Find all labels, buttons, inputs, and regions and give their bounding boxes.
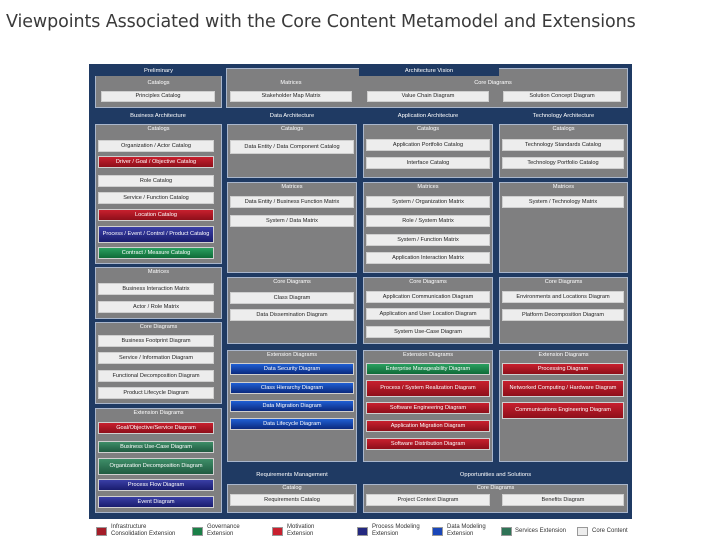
business-catalogs-label: Catalogs bbox=[147, 126, 170, 132]
data-migration-diagram[interactable]: Data Migration Diagram bbox=[230, 400, 354, 412]
business-matrices-label: Matrices bbox=[147, 269, 170, 275]
preliminary-header: Preliminary bbox=[95, 67, 222, 76]
application-interaction-matrix[interactable]: Application Interaction Matrix bbox=[366, 252, 490, 264]
technology-portfolio-catalog[interactable]: Technology Portfolio Catalog bbox=[502, 157, 624, 169]
networked-computing-hardware-diagram[interactable]: Networked Computing / Hardware Diagram bbox=[502, 380, 624, 397]
page-title: Viewpoints Associated with the Core Content Metamodel and Extensions bbox=[6, 12, 636, 32]
software-distribution-diagram[interactable]: Software Distribution Diagram bbox=[366, 438, 490, 450]
data-entity-data-component-catalog[interactable]: Data Entity / Data Component Catalog bbox=[230, 140, 354, 154]
legend-swatch-data-modeling bbox=[432, 527, 443, 536]
application-extension-diagrams-label: Extension Diagrams bbox=[402, 352, 454, 358]
process-event-control-catalog[interactable]: Process / Event / Control / Product Catalog bbox=[98, 226, 214, 243]
data-entity-business-function-matrix[interactable]: Data Entity / Business Function Matrix bbox=[230, 196, 354, 208]
platform-decomposition-diagram[interactable]: Platform Decomposition Diagram bbox=[502, 309, 624, 321]
legend-label-governance: Governance Extension bbox=[207, 524, 240, 537]
application-architecture-header: Application Architecture bbox=[361, 112, 495, 121]
system-data-matrix[interactable]: System / Data Matrix bbox=[230, 215, 354, 227]
role-system-matrix[interactable]: Role / System Matrix bbox=[366, 215, 490, 227]
technology-architecture-header: Technology Architecture bbox=[497, 112, 630, 121]
opportunities-core-diagrams-label: Core Diagrams bbox=[476, 485, 515, 491]
application-catalogs-label: Catalogs bbox=[416, 126, 440, 132]
enterprise-manageability-diagram[interactable]: Enterprise Manageability Diagram bbox=[366, 363, 490, 375]
business-architecture-header: Business Architecture bbox=[93, 112, 223, 121]
organization-actor-catalog[interactable]: Organization / Actor Catalog bbox=[98, 140, 214, 152]
legend-swatch-core bbox=[577, 527, 588, 536]
business-footprint-diagram[interactable]: Business Footprint Diagram bbox=[98, 335, 214, 347]
legend-label-process-modeling: Process Modeling Extension bbox=[372, 524, 420, 537]
application-communication-diagram[interactable]: Application Communication Diagram bbox=[366, 291, 490, 303]
data-dissemination-diagram[interactable]: Data Dissemination Diagram bbox=[230, 309, 354, 321]
technology-catalogs-label: Catalogs bbox=[552, 126, 575, 132]
legend-swatch-infrastructure bbox=[96, 527, 107, 536]
benefits-diagram[interactable]: Benefits Diagram bbox=[502, 494, 624, 506]
service-function-catalog[interactable]: Service / Function Catalog bbox=[98, 192, 214, 204]
process-flow-diagram[interactable]: Process Flow Diagram bbox=[98, 479, 214, 491]
technology-catalogs-panel bbox=[499, 124, 628, 178]
business-extension-diagrams-label: Extension Diagrams bbox=[133, 410, 184, 416]
service-information-diagram[interactable]: Service / Information Diagram bbox=[98, 352, 214, 364]
technology-matrices-label: Matrices bbox=[552, 184, 575, 190]
technology-extension-diagrams-label: Extension Diagrams bbox=[538, 352, 589, 358]
business-core-diagrams-label: Core Diagrams bbox=[139, 324, 178, 330]
organization-decomposition-diagram[interactable]: Organization Decomposition Diagram bbox=[98, 458, 214, 475]
requirements-catalog-label: Catalog bbox=[282, 485, 302, 491]
application-user-location-diagram[interactable]: Application and User Location Diagram bbox=[366, 308, 490, 320]
solution-concept-diagram[interactable]: Solution Concept Diagram bbox=[503, 91, 621, 102]
requirements-catalog[interactable]: Requirements Catalog bbox=[230, 494, 354, 506]
processing-diagram[interactable]: Processing Diagram bbox=[502, 363, 624, 375]
value-chain-diagram[interactable]: Value Chain Diagram bbox=[367, 91, 489, 102]
event-diagram[interactable]: Event Diagram bbox=[98, 496, 214, 508]
functional-decomposition-diagram[interactable]: Functional Decomposition Diagram bbox=[98, 370, 214, 382]
goal-objective-service-diagram[interactable]: Goal/Objective/Service Diagram bbox=[98, 422, 214, 434]
location-catalog[interactable]: Location Catalog bbox=[98, 209, 214, 221]
product-lifecycle-diagram[interactable]: Product Lifecycle Diagram bbox=[98, 387, 214, 399]
application-migration-diagram[interactable]: Application Migration Diagram bbox=[366, 420, 490, 432]
software-engineering-diagram[interactable]: Software Engineering Diagram bbox=[366, 402, 490, 414]
process-system-realization-diagram[interactable]: Process / System Realization Diagram bbox=[366, 380, 490, 397]
system-use-case-diagram[interactable]: System Use-Case Diagram bbox=[366, 326, 490, 338]
role-catalog[interactable]: Role Catalog bbox=[98, 175, 214, 187]
legend-swatch-governance bbox=[192, 527, 203, 536]
class-hierarchy-diagram[interactable]: Class Hierarchy Diagram bbox=[230, 382, 354, 394]
data-extension-diagrams-label: Extension Diagrams bbox=[266, 352, 318, 358]
legend-label-motivation: Motivation Extension bbox=[287, 524, 315, 537]
legend-label-core: Core Content bbox=[592, 528, 628, 534]
application-portfolio-catalog[interactable]: Application Portfolio Catalog bbox=[366, 139, 490, 151]
principles-catalog[interactable]: Principles Catalog bbox=[101, 91, 215, 102]
application-core-diagrams-label: Core Diagrams bbox=[409, 279, 447, 285]
application-catalogs-panel bbox=[363, 124, 493, 178]
data-matrices-label: Matrices bbox=[281, 184, 303, 190]
application-matrices-label: Matrices bbox=[417, 184, 439, 190]
business-interaction-matrix[interactable]: Business Interaction Matrix bbox=[98, 283, 214, 295]
preliminary-catalogs-label: Catalogs bbox=[147, 80, 170, 86]
stakeholder-map-matrix[interactable]: Stakeholder Map Matrix bbox=[230, 91, 352, 102]
data-core-diagrams-label: Core Diagrams bbox=[273, 279, 311, 285]
data-security-diagram[interactable]: Data Security Diagram bbox=[230, 363, 354, 375]
data-lifecycle-diagram[interactable]: Data Lifecycle Diagram bbox=[230, 418, 354, 430]
contract-measure-catalog[interactable]: Contract / Measure Catalog bbox=[98, 247, 214, 259]
architecture-vision-header: Architecture Vision bbox=[359, 67, 499, 76]
class-diagram[interactable]: Class Diagram bbox=[230, 292, 354, 304]
actor-role-matrix[interactable]: Actor / Role Matrix bbox=[98, 301, 214, 313]
legend-swatch-motivation bbox=[272, 527, 283, 536]
system-function-matrix[interactable]: System / Function Matrix bbox=[366, 234, 490, 246]
technology-standards-catalog[interactable]: Technology Standards Catalog bbox=[502, 139, 624, 151]
legend-swatch-process-modeling bbox=[357, 527, 368, 536]
metamodel-diagram bbox=[89, 64, 632, 519]
project-context-diagram[interactable]: Project Context Diagram bbox=[366, 494, 490, 506]
interface-catalog[interactable]: Interface Catalog bbox=[366, 157, 490, 169]
legend-label-data-modeling: Data Modeling Extension bbox=[447, 524, 486, 537]
system-technology-matrix[interactable]: System / Technology Matrix bbox=[502, 196, 624, 208]
driver-goal-objective-catalog[interactable]: Driver / Goal / Objective Catalog bbox=[98, 156, 214, 168]
business-use-case-diagram[interactable]: Business Use-Case Diagram bbox=[98, 441, 214, 453]
legend-label-services: Services Extension bbox=[515, 528, 567, 534]
environments-locations-diagram[interactable]: Environments and Locations Diagram bbox=[502, 291, 624, 303]
system-organization-matrix[interactable]: System / Organization Matrix bbox=[366, 196, 490, 208]
matrices-label-vision: Matrices bbox=[280, 80, 302, 86]
data-architecture-header: Data Architecture bbox=[225, 112, 359, 121]
data-catalogs-label: Catalogs bbox=[280, 126, 304, 132]
legend-swatch-services bbox=[501, 527, 512, 536]
opportunities-solutions-header: Opportunities and Solutions bbox=[361, 471, 630, 480]
core-diagrams-label-vision: Core Diagrams bbox=[474, 80, 512, 86]
communications-engineering-diagram[interactable]: Communications Engineering Diagram bbox=[502, 402, 624, 419]
requirements-management-header: Requirements Management bbox=[225, 471, 359, 480]
legend-label-infrastructure: Infrastructure Consolidation Extension bbox=[111, 524, 176, 537]
technology-core-diagrams-label: Core Diagrams bbox=[544, 279, 583, 285]
